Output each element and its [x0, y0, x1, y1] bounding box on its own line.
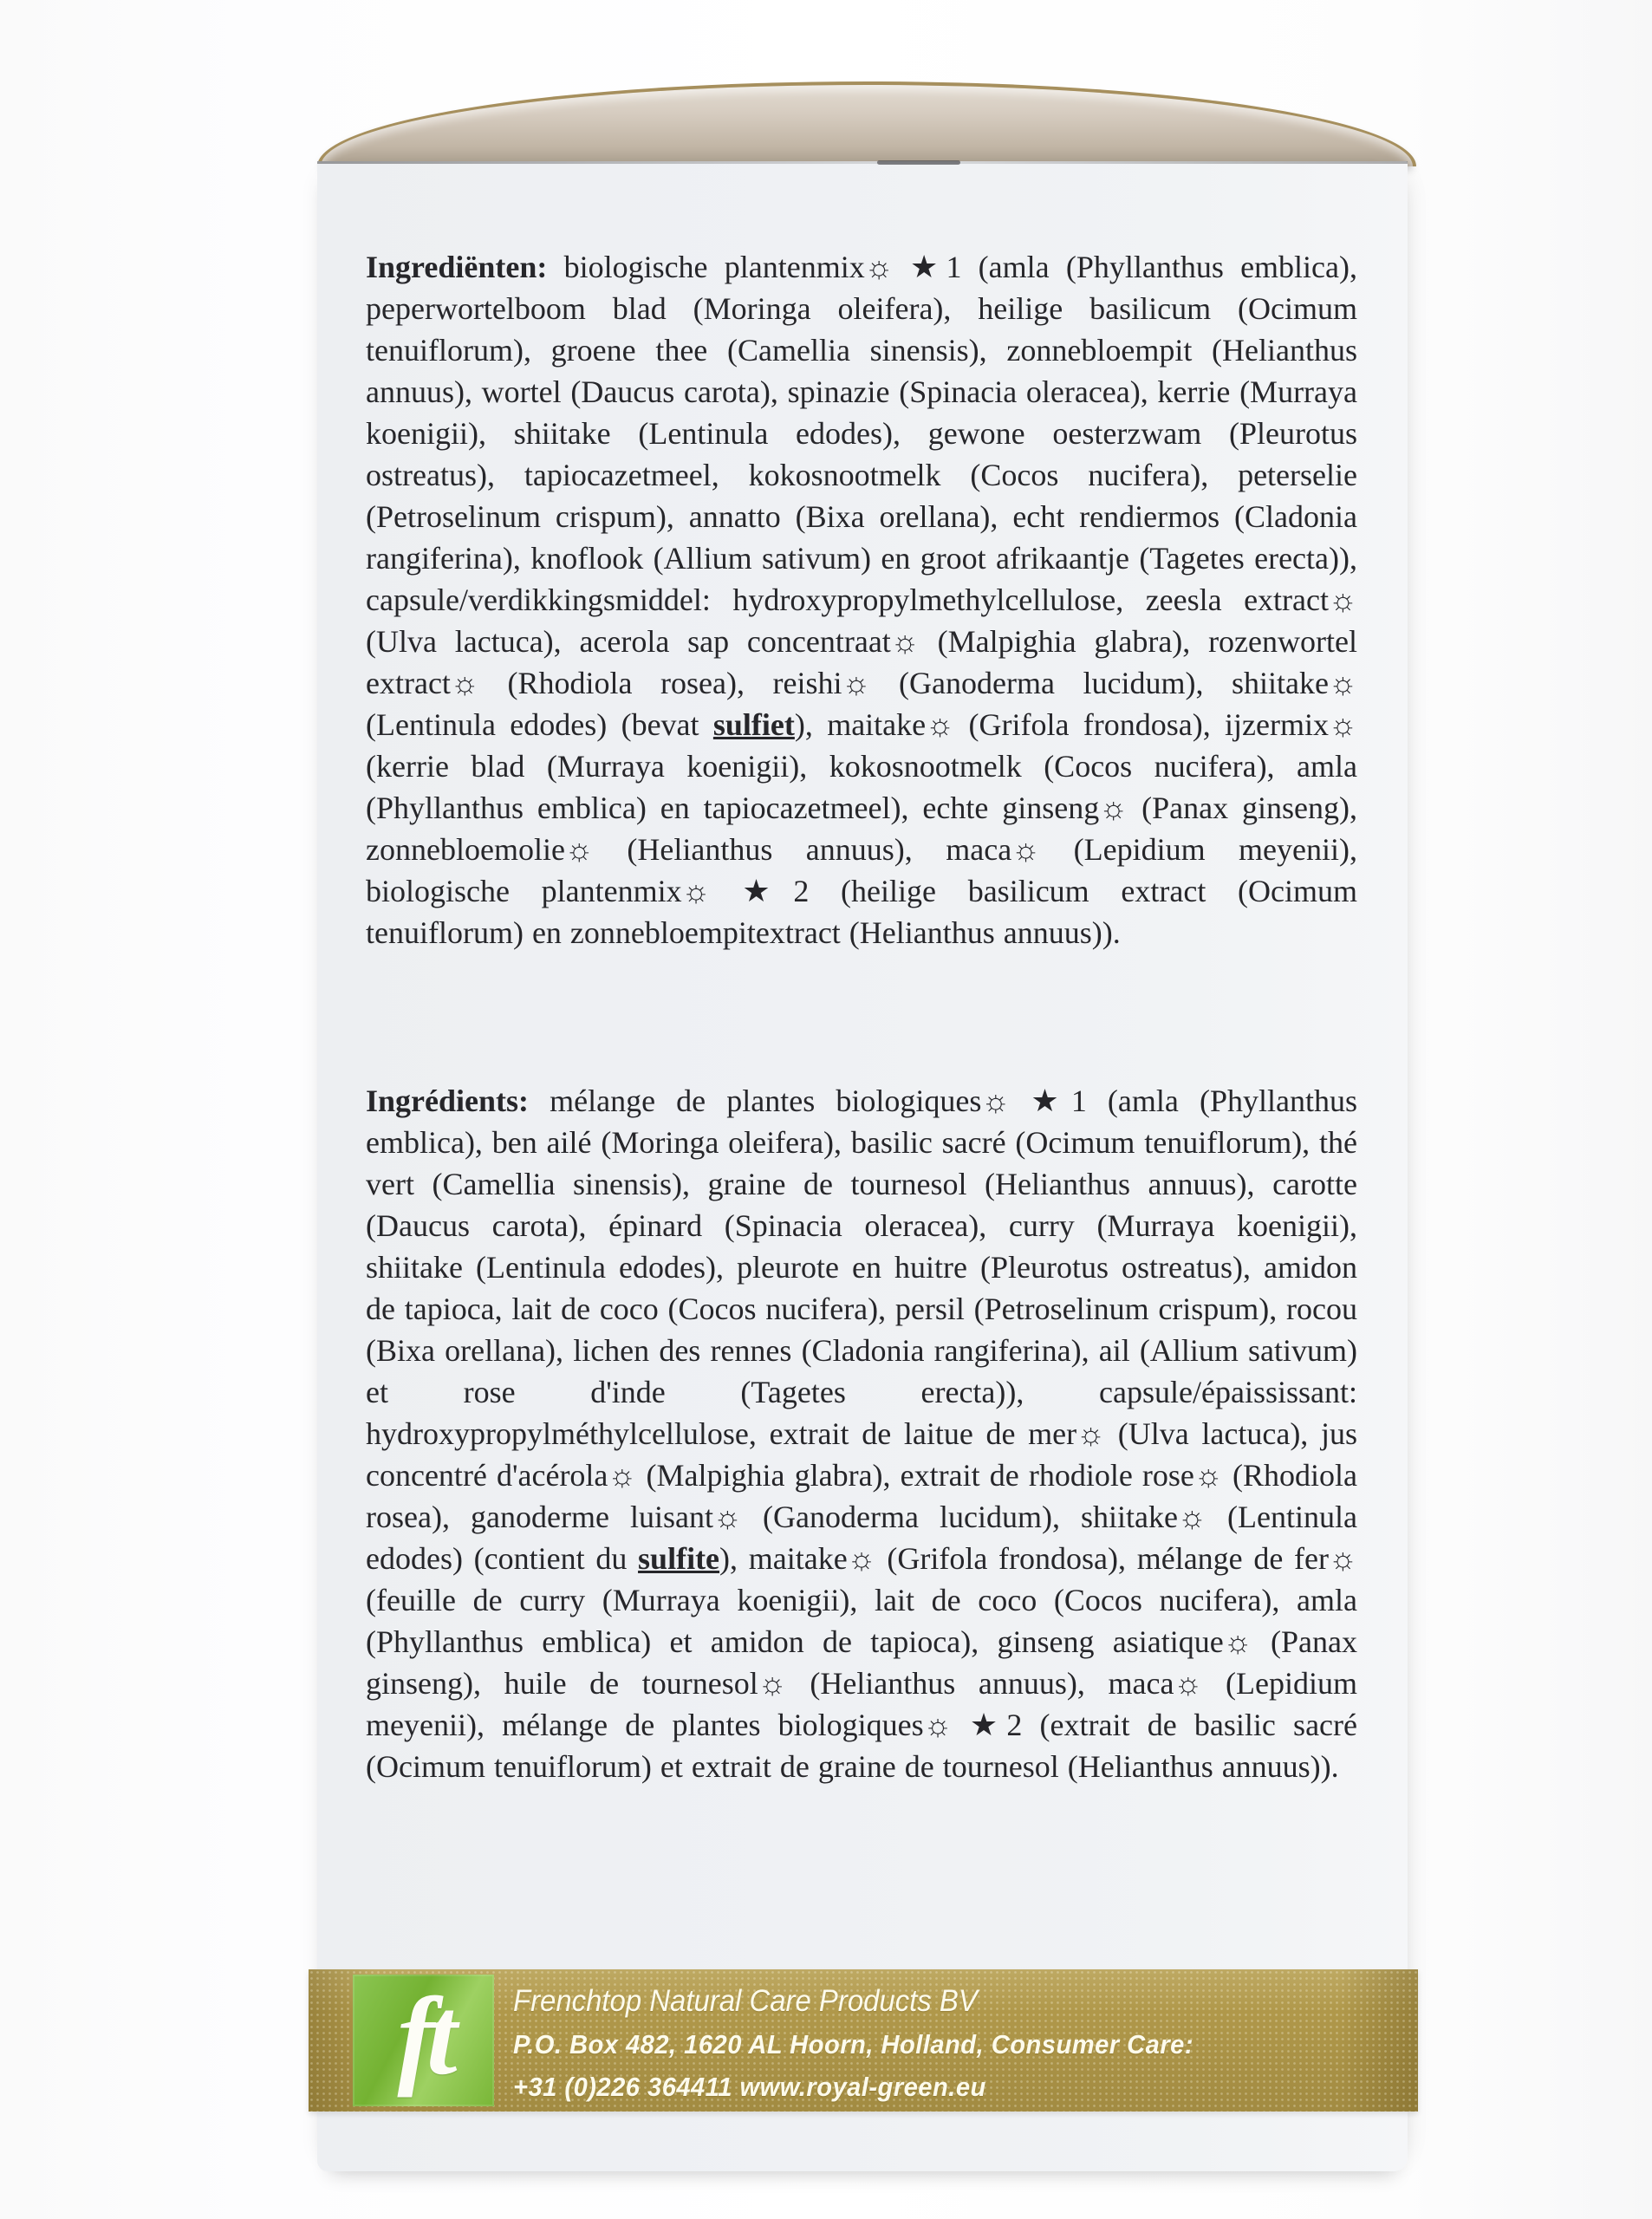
company-contact: +31 (0)226 364411 www.royal-green.eu	[513, 2072, 986, 2102]
box-top-crease	[317, 161, 1408, 164]
brand-bar	[309, 1969, 1418, 2112]
ft-logo	[353, 1975, 494, 2106]
ft-logo-text: ft	[397, 1975, 450, 2098]
ingredients-paragraph-fr: Ingrédients: mélange de plantes biologiques☼ ★1 (amla (Phyllanthus emblica), ben ailé (Moringa oleifera), basilic sacré (Ocimum tenuiflorum), thé vert (Camellia sinensis), graine de tournesol (Helianthus annuus), carotte (Daucus carota), épinard (Spinacia oleracea), curry (Murraya koenigii), shiitake (Lentinula edodes), pleurote en huitre (Pleurotus ostreatus), amidon de tapioca, lait de coco (Cocos nucifera), persil (Petroselinum crispum), rocou (Bixa orellana), lichen des rennes (Cladonia rangiferina), ail (Allium sativum) et rose d'inde (Tagetes erecta)), capsule/épaississant: hydroxypropylméthylcellulose, extrait de laitue de mer☼ (Ulva lactuca), jus concentré d'acérola☼ (Malpighia glabra), extrait de rhodiole rose☼ (Rhodiola rosea), ganoderme luisant☼ (Ganoderma lucidum), shiitake☼ (Lentinula edodes) (contient du sulfite), maitake☼ (Grifola frondosa), mélange de fer☼ (feuille de curry (Murraya koenigii), lait de coco (Cocos nucifera), amla (Phyllanthus emblica) et amidon de tapioca), ginseng asiatique☼ (Panax ginseng), huile de tournesol☼ (Helianthus annuus), maca☼ (Lepidium meyenii), mélange de plantes biologiques☼ ★2 (extrait de basilic sacré (Ocimum tenuiflorum) et extrait de graine de tournesol (Helianthus annuus)).	[366, 1083, 1357, 1784]
company-address: P.O. Box 482, 1620 AL Hoorn, Holland, Consumer Care:	[513, 2029, 1194, 2060]
company-name: Frenchtop Natural Care Products BV	[513, 1984, 978, 2018]
ingredients-paragraph-nl: Ingrediënten: biologische plantenmix☼ ★1 (amla (Phyllanthus emblica), peperwortelboom blad (Moringa oleifera), heilige basilicum (Ocimum tenuiflorum), groene thee (Camellia sinensis), zonnebloempit (Helianthus annuus), wortel (Daucus carota), spinazie (Spinacia oleracea), kerrie (Murraya koenigii), shiitake (Lentinula edodes), gewone oesterzwam (Pleurotus ostreatus), tapiocazetmeel, kokosnootmelk (Cocos nucifera), peterselie (Petroselinum crispum), annatto (Bixa orellana), echt rendiermos (Cladonia rangiferina), knoflook (Allium sativum) en groot afrikaantje (Tagetes erecta)), capsule/verdikkingsmiddel: hydroxypropylmethylcellulose, zeesla extract☼ (Ulva lactuca), acerola sap concentraat☼ (Malpighia glabra), rozenwortel extract☼ (Rhodiola rosea), reishi☼ (Ganoderma lucidum), shiitake☼ (Lentinula edodes) (bevat sulfiet), maitake☼ (Grifola frondosa), ijzermix☼ (kerrie blad (Murraya koenigii), kokosnootmelk (Cocos nucifera), amla (Phyllanthus emblica) en tapiocazetmeel), echte ginseng☼ (Panax ginseng), zonnebloemolie☼ (Helianthus annuus), maca☼ (Lepidium meyenii), biologische plantenmix☼ ★2 (heilige basilicum extract (Ocimum tenuiflorum) en zonnebloempitextract (Helianthus annuus)).	[366, 250, 1358, 950]
box-lid	[317, 81, 1416, 166]
box-front-panel	[317, 161, 1408, 2171]
brand-text-block	[513, 1980, 1193, 2108]
box-top-notch	[877, 160, 960, 165]
